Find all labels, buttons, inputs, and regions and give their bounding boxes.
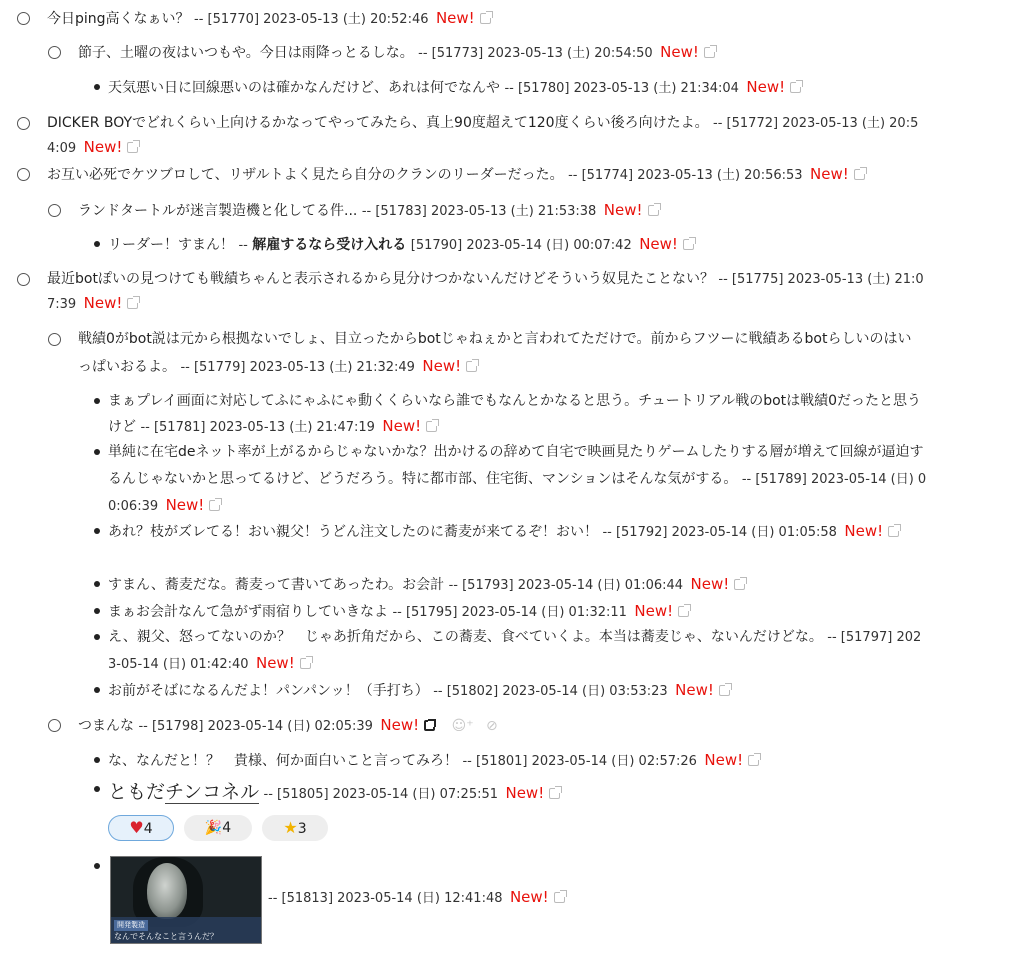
comment-51793 (108, 571, 745, 599)
external-link-icon[interactable] (790, 82, 801, 93)
comment-meta: -- [51779] 2023-05-13 (土) 21:32:49 (180, 360, 415, 375)
reaction-party[interactable] (184, 815, 252, 841)
comment-51798 (78, 712, 498, 740)
comment-meta: -- [51789] 2023-05-14 (日) 0 (741, 472, 927, 487)
comment-meta: [51790] 2023-05-14 (日) 00:07:42 (410, 238, 632, 253)
comment-text: DICKER BOYでどれくらい上向けるかなってやってみたら、真上90度超えて120度くらい後ろ向けたよ。 (47, 115, 709, 131)
comment-51813 (268, 884, 565, 912)
thread-bullet (17, 168, 30, 181)
comment-51792 (108, 518, 899, 546)
reaction-heart[interactable] (108, 815, 174, 841)
external-link-icon[interactable] (888, 526, 899, 537)
image-thumbnail[interactable] (110, 856, 262, 944)
reply-bullet (94, 528, 100, 534)
comment-51770 (47, 5, 491, 33)
external-link-icon[interactable] (209, 500, 220, 511)
new-badge: New! (639, 235, 678, 253)
author-prefix: -- (238, 238, 248, 253)
thread-bullet (17, 117, 30, 130)
external-link-icon[interactable] (127, 142, 138, 153)
comment-text: まぁお会計なんて急がず雨宿りしていきなよ (108, 604, 388, 620)
new-badge: New! (83, 138, 123, 156)
comment-text: つまんな (78, 718, 134, 734)
reply-bullet (94, 786, 100, 792)
comment-text: まぁプレイ画面に対応してふにゃふにゃ動くくらいなら誰でもなんとかなると思う。チュートリアル戦のbotは戦績0だったと思う (108, 393, 922, 409)
comment-51789-cont2 (108, 492, 220, 520)
external-link-icon[interactable] (426, 421, 437, 432)
comment-51790 (108, 231, 694, 259)
comment-text: リーダー！すまん！ (108, 237, 234, 253)
comment-meta: -- [51792] 2023-05-14 (日) 01:05:58 (602, 525, 837, 540)
heart-icon: ♥ (129, 818, 144, 837)
comment-text: え、親父、怒ってないのか？ じゃあ折角だから、この蕎麦、食べていくよ。本当は蕎麦じゃ、ないんだけどな。 (108, 629, 823, 645)
comment-51772 (47, 110, 918, 137)
author-name: 解雇するなら受け入れる (252, 237, 407, 253)
new-badge: New! (382, 417, 422, 435)
comment-51779-cont (78, 353, 477, 381)
thread-bullet (17, 12, 30, 25)
new-badge: New! (603, 201, 643, 219)
new-badge: New! (165, 496, 205, 514)
comment-text: ともだ (108, 781, 166, 803)
comment-51789-cont (108, 466, 926, 493)
comment-51797-cont (108, 650, 311, 678)
comment-text: 天気悪い日に回線悪いのは確かなんだけど、あれは何でなんや (108, 80, 500, 96)
external-link-icon[interactable] (424, 720, 435, 731)
comment-text: あれ？枝がズレてる！おい親父！うどん注文したのに蕎麦が来てるぞ！おい！ (108, 524, 598, 540)
party-popper-icon: 🎉 (204, 820, 223, 836)
comment-meta: -- [51783] 2023-05-13 (土) 21:53:38 (361, 204, 597, 219)
comment-51781 (108, 388, 921, 415)
new-badge: New! (675, 681, 714, 699)
comment-link[interactable]: チンコネル (165, 781, 260, 803)
new-badge: New! (660, 43, 699, 61)
external-link-icon[interactable] (748, 755, 759, 766)
thread-bullet (17, 273, 30, 286)
image-caption-text: なんでそんなこと言うんだ？ (114, 932, 218, 941)
reply-bullet (94, 863, 100, 869)
thread-bullet (48, 46, 61, 59)
new-badge: New! (810, 165, 849, 183)
reply-bullet (94, 581, 100, 587)
reaction-count: 3 (297, 821, 307, 837)
comment-meta: -- [51793] 2023-05-14 (日) 01:06:44 (448, 578, 684, 593)
external-link-icon[interactable] (683, 239, 694, 250)
external-link-icon[interactable] (466, 361, 477, 372)
comment-text: 最近botぽいの見つけても戦績ちゃんと表示されるから見分けつかないんだけどそういう奴見たことない？ (47, 271, 714, 287)
comment-text: 節子、土曜の夜はいつもや。今日は雨降っとるしな。 (78, 45, 414, 61)
comment-meta: -- [51805] 2023-05-14 (日) 07:25:51 (263, 787, 499, 802)
comment-meta: -- [51781] 2023-05-13 (土) 21:47:19 (140, 420, 375, 435)
thread-bullet (48, 719, 61, 732)
external-link-icon[interactable] (854, 169, 865, 180)
comment-text: お互い必死でケツブロして、リザルトよく見たら自分のクランのリーダーだった。 (47, 167, 564, 183)
comment-51783 (78, 197, 659, 225)
comment-text: 今日ping高くなぁい？ (47, 11, 190, 27)
comment-text: っぱいおるよ。 (78, 359, 176, 375)
comment-meta: 3-05-14 (日) 01:42:40 (108, 657, 249, 672)
external-link-icon[interactable] (734, 579, 745, 590)
comment-meta: -- [51795] 2023-05-14 (日) 01:32:11 (392, 605, 627, 620)
new-badge: New! (844, 522, 884, 540)
new-badge: New! (509, 888, 549, 906)
comment-51775 (47, 266, 924, 293)
comment-meta: 0:06:39 (108, 499, 159, 514)
external-link-icon[interactable] (648, 205, 659, 216)
comment-meta: -- [51773] 2023-05-13 (土) 20:54:50 (418, 46, 653, 61)
comment-51795 (108, 598, 689, 626)
reply-bullet (94, 608, 100, 614)
comment-meta: -- [51774] 2023-05-13 (土) 20:56:53 (568, 168, 803, 183)
comment-51801 (108, 747, 759, 775)
star-icon: ★ (283, 818, 298, 837)
reaction-count: 4 (222, 820, 232, 836)
external-link-icon[interactable] (549, 788, 560, 799)
external-link-icon[interactable] (554, 892, 565, 903)
new-badge: New! (435, 9, 475, 27)
new-badge: New! (746, 78, 786, 96)
comment-meta: -- [51780] 2023-05-13 (土) 21:34:04 (504, 81, 739, 96)
external-link-icon[interactable] (704, 47, 715, 58)
comment-51789 (108, 439, 924, 466)
comment-meta: -- [51770] 2023-05-13 (土) 20:52:46 (194, 12, 429, 27)
reply-bullet (94, 449, 100, 455)
comment-meta: 4:09 (47, 141, 77, 156)
reply-bullet (94, 398, 100, 404)
comment-51773 (78, 39, 715, 67)
comment-51797 (108, 624, 921, 651)
external-link-icon[interactable] (678, 606, 689, 617)
add-reaction-icon[interactable]: ☺⁺ (451, 718, 474, 734)
external-link-icon[interactable] (719, 685, 730, 696)
comment-meta: -- [51772] 2023-05-13 (土) 20:5 (713, 116, 919, 131)
comment-meta: -- [51797] 202 (827, 630, 922, 645)
comment-meta: -- [51801] 2023-05-14 (日) 02:57:26 (462, 754, 697, 769)
comment-text: お前がそばになるんだよ！パンパンッ！（手打ち） (108, 683, 429, 699)
comment-51775-cont (47, 290, 138, 318)
comment-51772-cont (47, 134, 138, 162)
thread-bullet (48, 333, 61, 346)
external-link-icon[interactable] (127, 298, 138, 309)
new-badge: New! (704, 751, 744, 769)
thread-bullet (48, 204, 61, 217)
reaction-count: 4 (143, 821, 153, 837)
comment-text: 単純に在宅deネット率が上がるからじゃないかな？出かけるの辞めて自宅で映画見たりゲームしたりする層が増えて回線が逼迫す (108, 444, 924, 460)
comment-text: るんじゃないかと思ってるけど、どうだろう。特に都市部、住宅街、マンションはそんな気がする。 (108, 471, 738, 487)
new-badge: New! (83, 294, 123, 312)
new-badge: New! (634, 602, 674, 620)
image-face (147, 863, 187, 919)
comment-51802 (108, 677, 730, 705)
comment-text: けど (108, 419, 136, 435)
comment-51780 (108, 74, 801, 102)
new-badge: New! (255, 654, 295, 672)
comment-meta: -- [51775] 2023-05-13 (土) 21:0 (718, 272, 924, 287)
new-badge: New! (505, 784, 545, 802)
comment-51779 (78, 326, 911, 353)
prohibit-icon[interactable]: ⊘ (486, 718, 498, 734)
comment-meta: -- [51802] 2023-05-14 (日) 03:53:23 (433, 684, 668, 699)
new-badge: New! (380, 716, 420, 734)
comment-51774 (47, 161, 865, 189)
external-link-icon[interactable] (480, 13, 491, 24)
reply-bullet (94, 687, 100, 693)
image-caption (111, 917, 261, 943)
comment-51805 (108, 779, 560, 808)
comment-meta: 7:39 (47, 297, 77, 312)
comment-text: な、なんだと！？ 貴様、何か面白いこと言ってみろ！ (108, 753, 458, 769)
external-link-icon[interactable] (300, 658, 311, 669)
new-badge: New! (422, 357, 462, 375)
comment-51781-cont (108, 413, 437, 441)
new-badge: New! (690, 575, 730, 593)
image-caption-name: 開発製造 (114, 920, 148, 931)
reply-bullet (94, 757, 100, 763)
comment-meta: -- [51813] 2023-05-14 (日) 12:41:48 (268, 891, 503, 906)
reply-bullet (94, 84, 100, 90)
comment-text: ランドタートルが迷言製造機と化してる件... (78, 203, 358, 219)
comment-text: すまん、蕎麦だな。蕎麦って書いてあったわ。お会計 (108, 577, 445, 593)
comment-meta: -- [51798] 2023-05-14 (日) 02:05:39 (138, 719, 373, 734)
reply-bullet (94, 634, 100, 640)
reaction-star[interactable] (262, 815, 328, 841)
reply-bullet (94, 241, 100, 247)
comment-text: 戦績0がbot説は元から根拠ないでしょ、目立ったからbotじゃねぇかと言われてただけで。前からフツーに戦績あるbotらしいのはい (78, 331, 912, 347)
